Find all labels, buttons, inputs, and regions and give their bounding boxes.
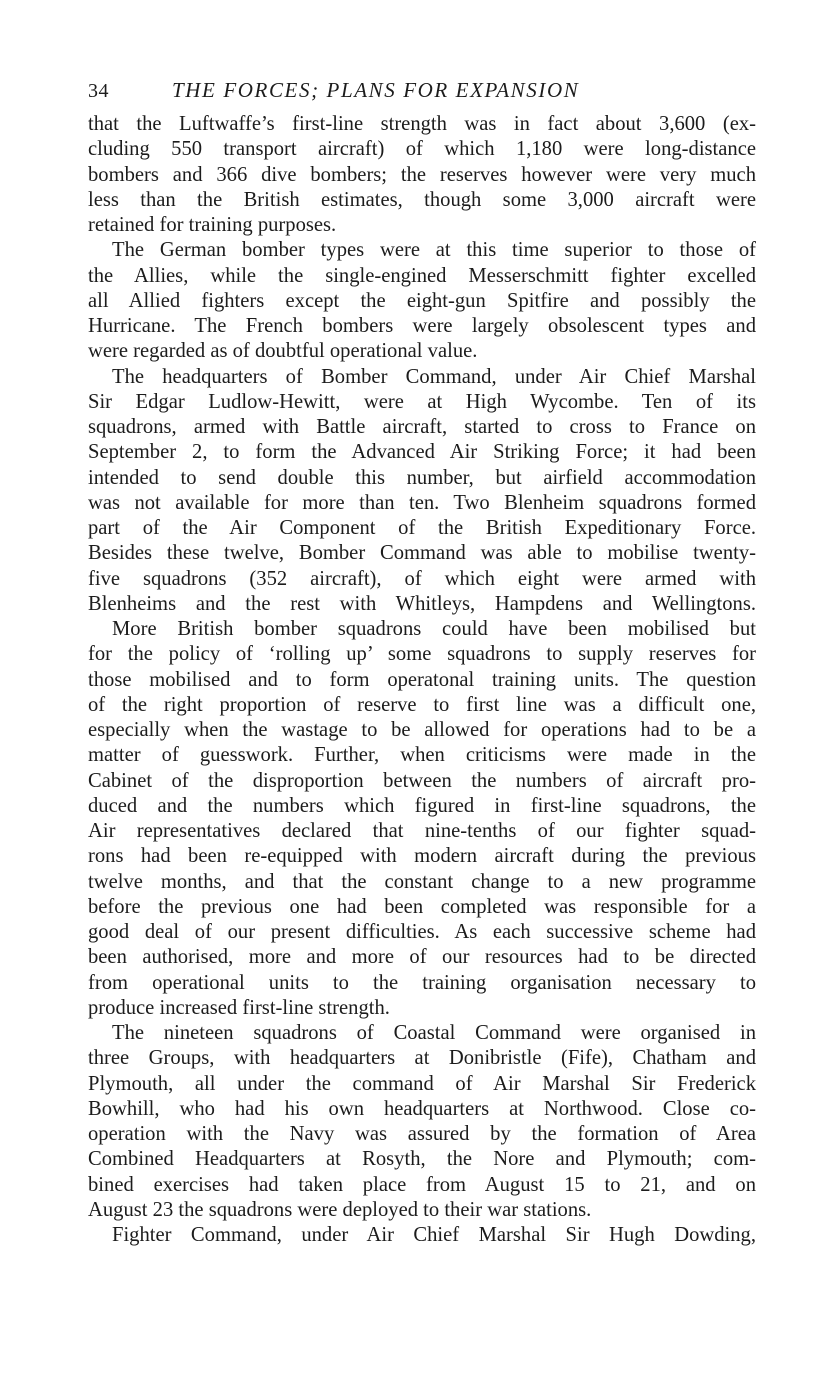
text-line: duced and the numbers which figured in first-line squadrons, the bbox=[88, 794, 756, 817]
running-head bbox=[88, 78, 756, 112]
text-line: less than the British estimates, though some 3,000 aircraft were bbox=[88, 188, 756, 211]
text-line: retained for training purposes. bbox=[88, 214, 337, 236]
text-line: all Allied fighters except the eight-gun Spitfire and possibly the bbox=[88, 289, 756, 312]
text-line: The nineteen squadrons of Coastal Command were organised in bbox=[112, 1022, 756, 1044]
text-line: for the policy of ‘rolling up’ some squadrons to supply reserves for bbox=[88, 643, 756, 666]
text-line: operation with the Navy was assured by the formation of Area bbox=[88, 1123, 756, 1145]
text-line: Bowhill, who had his own headquarters at Northwood. Close co- bbox=[88, 1097, 756, 1120]
page-number: 34 bbox=[88, 80, 109, 102]
running-title: THE FORCES; PLANS FOR EXPANSION bbox=[172, 78, 580, 102]
text-line: Plymouth, all under the command of Air Marshal Sir Frederick bbox=[88, 1072, 756, 1095]
text-line: five squadrons (352 aircraft), of which eight were armed with bbox=[88, 567, 756, 590]
text-line: bombers and 366 dive bombers; the reserves however were very much bbox=[88, 163, 756, 186]
text-line: that the Luftwaffe’s first-line strength was in fact about 3,600 (ex- bbox=[88, 113, 756, 135]
text-line: squadrons, armed with Battle aircraft, started to cross to France on bbox=[88, 416, 756, 438]
text-line: twelve months, and that the constant change to a new programme bbox=[88, 870, 756, 893]
text-line: especially when the wastage to be allowed for operations had to be a bbox=[88, 719, 756, 741]
text-line: part of the Air Component of the British Expeditionary Force. bbox=[88, 517, 756, 539]
text-line: was not available for more than ten. Two Blenheim squadrons formed bbox=[88, 491, 756, 514]
text-line: The German bomber types were at this time superior to those of bbox=[112, 239, 756, 262]
book-page bbox=[88, 78, 756, 1248]
text-line: August 23 the squadrons were deployed to their war stations. bbox=[88, 1198, 592, 1221]
text-line: good deal of our present difficulties. As each successive scheme had bbox=[88, 921, 756, 943]
text-line: More British bomber squadrons could have been mobilised but bbox=[112, 618, 756, 640]
text-line: Combined Headquarters at Rosyth, the Nore and Plymouth; com- bbox=[88, 1148, 756, 1171]
text-line: Hurricane. The French bombers were largely obsolescent types and bbox=[88, 315, 756, 337]
text-line: intended to send double this number, but airfield accommodation bbox=[88, 466, 756, 489]
text-line: Sir Edgar Ludlow-Hewitt, were at High Wycombe. Ten of its bbox=[88, 390, 756, 413]
text-line: Besides these twelve, Bomber Command was able to mobilise twenty- bbox=[88, 542, 756, 565]
text-line: Blenheims and the rest with Whitleys, Hampdens and Wellingtons. bbox=[88, 592, 756, 615]
text-line: The headquarters of Bomber Command, under Air Chief Marshal bbox=[112, 365, 756, 388]
text-line: cluding 550 transport aircraft) of which 1,180 were long-distance bbox=[88, 138, 756, 161]
text-line: bined exercises had taken place from August 15 to 21, and on bbox=[88, 1173, 756, 1196]
text-line: been authorised, more and more of our resources had to be directed bbox=[88, 946, 756, 969]
text-line: Fighter Command, under Air Chief Marshal Sir Hugh Dowding, bbox=[112, 1224, 756, 1246]
text-line: were regarded as of doubtful operational value. bbox=[88, 340, 478, 363]
text-line: produce increased first-line strength. bbox=[88, 996, 390, 1019]
text-line: from operational units to the training organisation necessary to bbox=[88, 971, 756, 994]
body-text bbox=[88, 112, 756, 1248]
text-line: Air representatives declared that nine-tenths of our fighter squad- bbox=[88, 820, 756, 842]
text-line: the Allies, while the single-engined Messerschmitt fighter excelled bbox=[88, 264, 756, 287]
text-line: of the right proportion of reserve to first line was a difficult one, bbox=[88, 693, 756, 716]
text-line: those mobilised and to form operatonal training units. The question bbox=[88, 668, 756, 691]
text-line: three Groups, with headquarters at Donibristle (Fife), Chatham and bbox=[88, 1047, 756, 1070]
text-line: September 2, to form the Advanced Air Striking Force; it had been bbox=[88, 441, 756, 464]
text-line: rons had been re-equipped with modern aircraft during the previous bbox=[88, 845, 756, 868]
text-line: before the previous one had been completed was responsible for a bbox=[88, 895, 756, 918]
text-line: Cabinet of the disproportion between the numbers of aircraft pro- bbox=[88, 769, 756, 792]
text-line: matter of guesswork. Further, when criticisms were made in the bbox=[88, 744, 756, 767]
